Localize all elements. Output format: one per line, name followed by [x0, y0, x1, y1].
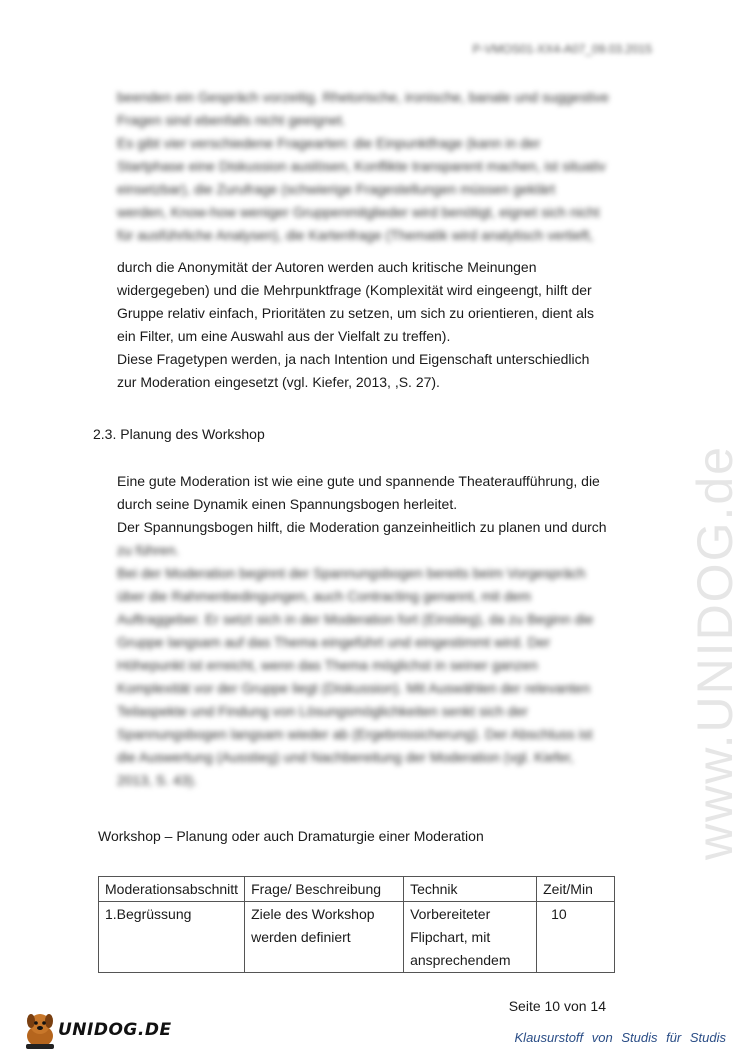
table-cell	[245, 902, 404, 973]
cell-line: Vorbereiteter	[410, 906, 491, 922]
blurred-paragraph-fragearten	[117, 86, 609, 247]
text-line: beenden ein Gespräch vorzeitig. Rhetorische, ironische, banale und suggestive	[117, 89, 609, 105]
text-line: Teilaspekte und Findung von Lösungsmöglichkeiten senkt sich der	[117, 703, 528, 719]
text-line: zu führen.	[117, 542, 180, 558]
text-line: Es gibt vier verschiedene Fragearten: die Einpunktfrage (kann in der	[117, 135, 541, 151]
table-cell	[404, 902, 537, 973]
table-title: Workshop – Planung oder auch Dramaturgie einer Moderation	[98, 828, 484, 844]
cell-line: werden definiert	[251, 929, 351, 945]
text-line: ein Filter, um eine Auswahl aus der Vielfalt zu treffen).	[117, 328, 451, 344]
blurred-paragraph-moderation	[117, 539, 593, 792]
slogan: Klausurstoff von Studis für Studis	[514, 1030, 726, 1045]
text-line: die Auswertung (Ausstieg) und Nachbereitung der Moderation (vgl. Kiefer,	[117, 749, 574, 765]
text-line: einsetzbar), die Zurufrage (schwierige Fragestellungen müssen geklärt	[117, 181, 556, 197]
table-cell: 10	[537, 902, 615, 973]
document-reference: P-VMOS01-XX4-A07_09.03.2015	[472, 42, 652, 56]
text-line: zur Moderation eingesetzt (vgl. Kiefer, 2013, ,S. 27).	[117, 374, 440, 390]
unidog-logo	[20, 1008, 172, 1050]
paragraph-fragetypen	[117, 256, 594, 394]
text-line: Diese Fragetypen werden, ja nach Intention und Eigenschaft unterschiedlich	[117, 351, 590, 367]
watermark-text: www.UNIDOG.de	[687, 445, 743, 860]
text-line: durch die Anonymität der Autoren werden auch kritische Meinungen	[117, 259, 537, 275]
dog-icon	[20, 1008, 60, 1050]
text-line: über die Rahmenbedingungen, auch Contracting genannt, mit dem	[117, 588, 532, 604]
table-header-row	[99, 877, 615, 902]
text-line: Auftraggeber. Er setzt sich in der Moderation fort (Einstieg), da zu Beginn die	[117, 611, 594, 627]
text-line: für ausführliche Analysen), die Kartenfrage (Thematik wird analytisch vertieft,	[117, 227, 594, 243]
text-line: Komplexität vor der Gruppe liegt (Diskussion). Mit Auswählen der relevanten	[117, 680, 591, 696]
workshop-table	[98, 876, 615, 973]
section-heading: 2.3. Planung des Workshop	[93, 426, 265, 442]
watermark	[648, 160, 750, 880]
cell-line: Flipchart, mit	[410, 929, 491, 945]
table-row	[99, 902, 615, 973]
column-header: Zeit/Min	[537, 877, 615, 902]
text-line: Fragen sind ebenfalls nicht geeignet.	[117, 112, 346, 128]
cell-line: Ziele des Workshop	[251, 906, 375, 922]
text-line: Höhepunkt ist erreicht, wenn das Thema möglichst in seiner ganzen	[117, 657, 538, 673]
text-line: Eine gute Moderation ist wie eine gute und spannende Theateraufführung, die	[117, 473, 600, 489]
paragraph-spannungsbogen	[117, 470, 607, 539]
text-line: Der Spannungsbogen hilft, die Moderation ganzeinheitlich zu planen und durch	[117, 519, 607, 535]
column-header: Frage/ Beschreibung	[245, 877, 404, 902]
table-cell: 1.Begrüssung	[99, 902, 245, 973]
column-header: Technik	[404, 877, 537, 902]
text-line: Spannungsbogen langsam wieder ab (Ergebnissicherung). Der Abschluss ist	[117, 726, 593, 742]
logo-text: UNIDOG.DE	[58, 1020, 172, 1040]
text-line: widergegeben) und die Mehrpunktfrage (Komplexität wird eingeengt, hilft der	[117, 282, 592, 298]
cell-line: ansprechendem	[410, 952, 511, 968]
text-line: Startphase eine Diskussion auslösen, Konflikte transparent machen, ist situativ	[117, 158, 606, 174]
text-line: durch seine Dynamik einen Spannungsbogen herleitet.	[117, 496, 458, 512]
text-line: Gruppe langsam auf das Thema eingeführt und eingestimmt wird. Der	[117, 634, 551, 650]
text-line: werden, Know-how weniger Gruppenmitglieder wird benötigt, eignet sich nicht	[117, 204, 600, 220]
text-line: Gruppe relativ einfach, Prioritäten zu setzen, um sich zu orientieren, dient als	[117, 305, 595, 321]
column-header: Moderationsabschnitt	[99, 877, 245, 902]
text-line: 2013, S. 43).	[117, 772, 198, 788]
page-number: Seite 10 von 14	[508, 998, 606, 1014]
text-line: Bei der Moderation beginnt der Spannungsbogen bereits beim Vorgespräch	[117, 565, 586, 581]
